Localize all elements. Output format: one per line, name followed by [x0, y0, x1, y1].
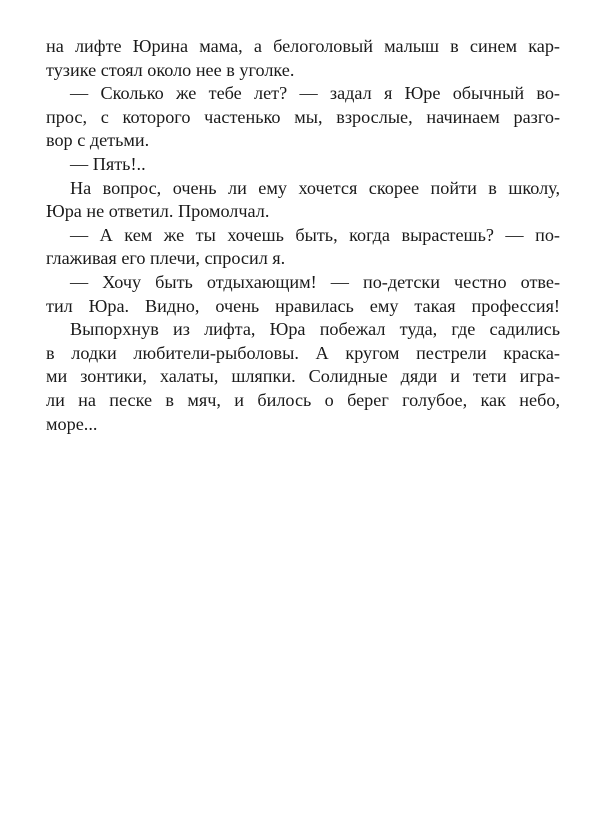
- text-line: Юра не ответил. Промолчал.: [46, 201, 270, 222]
- text-line: в лодки любители-рыболовы. А кругом пестрели краска-: [46, 342, 560, 363]
- text-line: глаживая его плечи, спросил я.: [46, 248, 286, 269]
- text-line: ли на песке в мяч, и билось о берег голубое, как небо,: [46, 389, 560, 410]
- text-line: тузике стоял около нее в уголке.: [46, 59, 295, 80]
- text-line: — Сколько же тебе лет? — задал я Юре обычный во-: [70, 83, 560, 104]
- text-line: — Пять!..: [70, 153, 146, 174]
- text-line: тил Юра. Видно, очень нравилась ему такая профессия!: [46, 295, 560, 316]
- text-line: — Хочу быть отдыхающим! — по-детски честно отве-: [70, 271, 560, 292]
- text-line: Выпорхнув из лифта, Юра побежал туда, где садились: [70, 319, 560, 340]
- text-line: на лифте Юрина мама, а белоголовый малыш в синем кар-: [46, 36, 560, 56]
- text-line: ми зонтики, халаты, шляпки. Солидные дяди и тети игра-: [46, 366, 560, 387]
- text-line: — А кем же ты хочешь быть, когда вырастешь? — по-: [70, 224, 560, 245]
- text-line: вор с детьми.: [46, 130, 150, 151]
- text-line: море...: [46, 413, 98, 434]
- text-line: На вопрос, очень ли ему хочется скорее пойти в школу,: [70, 177, 560, 198]
- body-text: [46, 35, 560, 436]
- text-line: прос, с которого частенько мы, взрослые, начинаем разго-: [46, 106, 560, 127]
